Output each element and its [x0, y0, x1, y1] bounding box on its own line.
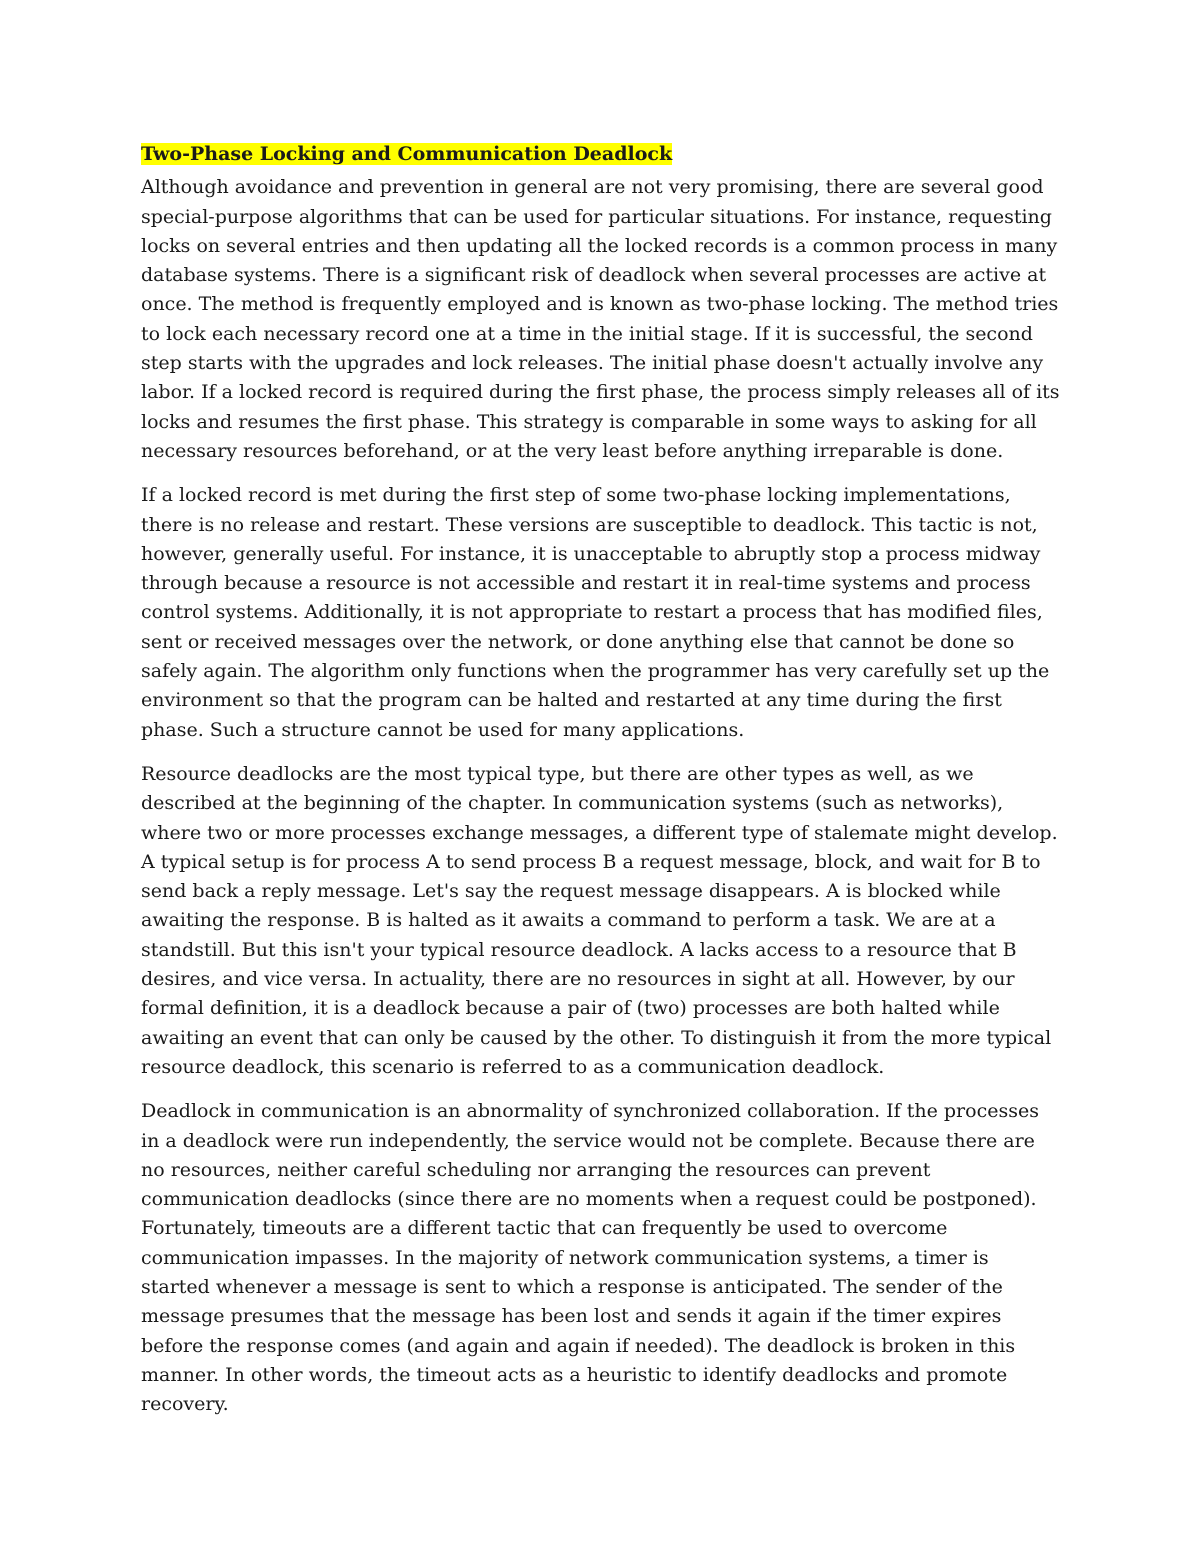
paragraph-4: Deadlock in communication is an abnormality of synchronized collaboration. If the processes in a deadlock were run independently, the service would not be complete. Because there are no resources, neither careful scheduling nor arranging the resources can prevent communication deadlocks (since there are no moments when a request could be postponed). Fortunately, timeouts are a different tactic that can frequently be used to overcome communication impasses. In the majority of network communication systems, a timer is started whenever a message is sent to which a response is anticipated. The sender of the message presumes that the message has been lost and sends it again if the timer expires before the response comes (and again and again if needed). The deadlock is broken in this manner. In other words, the timeout acts as a heuristic to identify deadlocks and promote recovery.: [141, 1100, 1039, 1416]
paragraph-3: Resource deadlocks are the most typical type, but there are other types as well, as we described at the beginning of the chapter. In communication systems (such as networks), where two or more processes exchange messages, a different type of stalemate might develop. A typical setup is for process A to send process B a request message, block, and wait for B to send back a reply message. Let's say the request message disappears. A is blocked while awaiting the response. B is halted as it awaits a command to perform a task. We are at a standstill. But this isn't your typical resource deadlock. A lacks access to a resource that B desires, and vice versa. In actuality, there are no resources in sight at all. However, by our formal definition, it is a deadlock because a pair of (two) processes are both halted while awaiting an event that can only be caused by the other. To distinguish it from the more typical resource deadlock, this scenario is referred to as a communication deadlock.: [141, 762, 1058, 1078]
document-title: [141, 140, 1061, 169]
paragraph-2: If a locked record is met during the first step of some two-phase locking implementations, there is no release and restart. These versions are susceptible to deadlock. This tactic is not, however, generally useful. For instance, it is unacceptable to abruptly stop a process midway through because a resource is not accessible and restart it in real-time systems and process control systems. Additionally, it is not appropriate to restart a process that has modified files, sent or received messages over the network, or done anything else that cannot be done so safely again. The algorithm only functions when the programmer has very carefully set up the environment so that the program can be halted and restarted at any time during the first phase. Such a structure cannot be used for many applications.: [141, 484, 1050, 741]
document-body: [141, 140, 1061, 1434]
paragraph-1: Although avoidance and prevention in general are not very promising, there are several good special-purpose algorithms that can be used for particular situations. For instance, requesting locks on several entries and then updating all the locked records is a common process in many database systems. There is a significant risk of deadlock when several processes are active at once. The method is frequently employed and is known as two-phase locking. The method tries to lock each necessary record one at a time in the initial stage. If it is successful, the second step starts with the upgrades and lock releases. The initial phase doesn't actually involve any labor. If a locked record is required during the first phase, the process simply releases all of its locks and resumes the first phase. This strategy is comparable in some ways to asking for all necessary resources beforehand, or at the very least before anything irreparable is done.: [141, 176, 1060, 462]
highlighted-title-text: Two-Phase Locking and Communication Deadlock: [141, 143, 673, 165]
